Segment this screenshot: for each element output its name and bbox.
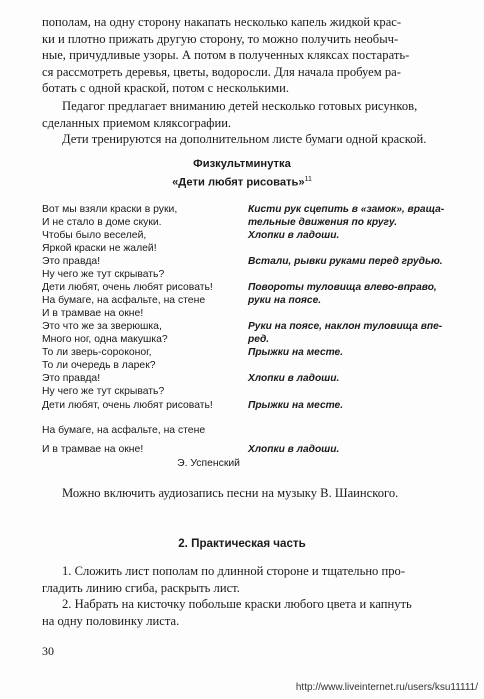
verse-line: На бумаге, на асфальте, на стене — [42, 295, 206, 307]
verse-line: То ли зверь-сороконог, — [42, 347, 152, 358]
verse-line: Это правда! — [42, 256, 101, 267]
text-line: ные, причудливые узоры. А потом в полученных кляксах постарать- — [42, 48, 410, 63]
teacher-paragraph — [42, 98, 442, 131]
poem-author: Э. Успенский — [177, 458, 240, 469]
verse-line: И в трамвае на окне! — [42, 444, 144, 455]
action-block — [248, 372, 448, 385]
action-line: Прыжки на месте. — [248, 347, 344, 358]
verse-block — [42, 203, 242, 229]
verse-block — [42, 229, 242, 255]
action-line: Встали, рывки руками перед грудью. — [248, 256, 443, 267]
practical-heading: 2. Практическая часть — [178, 537, 306, 550]
text-line: 2. Набрать на кисточку побольше краски любого цвета и капнуть — [62, 597, 412, 611]
verse-line: Это правда! — [42, 373, 101, 384]
action-block — [248, 229, 448, 242]
verse-line: Ну чего же тут скрывать? — [42, 386, 165, 398]
action-line: Кисти рук сцепить в «замок», враща- — [248, 204, 445, 215]
action-block — [248, 346, 448, 359]
text-line: Можно включить аудиозапись песни на музыку В. Шаинского. — [62, 486, 399, 500]
text-line: ся рассмотреть деревья, цветы, водоросли. Для начала пробуем ра- — [42, 64, 401, 79]
fizminutka-subtitle — [42, 172, 442, 191]
source-watermark: http://www.liveinternet.ru/users/ksu11111/ — [295, 682, 478, 693]
verse-block — [42, 346, 242, 372]
fizminutka-title: Физкультминутка — [193, 158, 291, 170]
action-line: тельные движения по кругу. — [248, 217, 398, 229]
practice-paragraph — [42, 131, 442, 148]
verse-line: И не стало в доме скуки. — [42, 217, 162, 229]
text-line: гладить линию сгиба, раскрыть лист. — [42, 580, 240, 595]
action-block — [248, 203, 448, 229]
verse-block — [42, 372, 242, 398]
text-line: Дети тренируются на дополнительном листе бумаги одной краской. — [62, 132, 427, 146]
verse-block — [42, 443, 242, 456]
action-line: Хлопки в ладоши. — [248, 444, 340, 455]
text-line: сделанных приемом кляксографии. — [42, 115, 232, 130]
action-block — [248, 281, 448, 307]
verse-line: Чтобы было веселей, — [42, 230, 147, 241]
verse-block — [42, 255, 242, 281]
text-line: ботать с одной краской, потом с несколькими. — [42, 81, 289, 96]
verse-line: На бумаге, на асфальте, на стене — [42, 425, 206, 436]
verse-block — [42, 320, 242, 346]
verse-line: Это что же за зверюшка, — [42, 321, 162, 332]
verse-block — [42, 424, 242, 437]
verse-block — [42, 399, 242, 412]
action-line: Хлопки в ладоши. — [248, 230, 340, 241]
verse-line: Дети любят, очень любят рисовать! — [42, 400, 213, 411]
text-line: 1. Сложить лист пополам по длинной стороне и тщательно про- — [62, 564, 406, 578]
action-block — [248, 255, 448, 268]
text-line: ки и плотно прижать другую сторону, то можно получить необыч- — [42, 31, 399, 46]
practical-step-1 — [42, 563, 442, 596]
verse-line: То ли очередь в ларек? — [42, 360, 156, 372]
action-line: Руки на поясе, наклон туловища впе- — [248, 321, 443, 332]
verse-line: Яркой краски не жалей! — [42, 243, 157, 255]
verse-block — [42, 281, 242, 321]
practical-step-2 — [42, 596, 442, 629]
text-line: пополам, на одну сторону накапать несколько капель жидкой крас- — [42, 15, 402, 29]
page-number: 30 — [42, 644, 54, 658]
action-line: Повороты туловища влево-вправо, — [248, 282, 437, 293]
text-line: Педагог предлагает вниманию детей несколько готовых рисунков, — [62, 99, 418, 113]
action-block — [248, 443, 448, 456]
verse-line: Много ног, одна макушка? — [42, 334, 168, 346]
verse-line: Дети любят, очень любят рисовать! — [42, 282, 213, 293]
action-line: Хлопки в ладоши. — [248, 373, 340, 384]
verse-line: Вот мы взяли краски в руки, — [42, 204, 178, 215]
action-line: руки на поясе. — [248, 295, 322, 307]
action-block — [248, 399, 448, 412]
footnote-marker: 11 — [304, 176, 312, 183]
action-line: ред. — [248, 334, 270, 346]
intro-paragraph — [42, 14, 442, 97]
audio-note — [42, 485, 442, 502]
verse-line: И в трамвае на окне! — [42, 308, 144, 320]
action-line: Прыжки на месте. — [248, 400, 344, 411]
action-block — [248, 320, 448, 346]
verse-line: Ну чего же тут скрывать? — [42, 269, 165, 281]
subtitle-text: «Дети любят рисовать» — [172, 176, 305, 189]
text-line: на одну половинку листа. — [42, 613, 180, 628]
